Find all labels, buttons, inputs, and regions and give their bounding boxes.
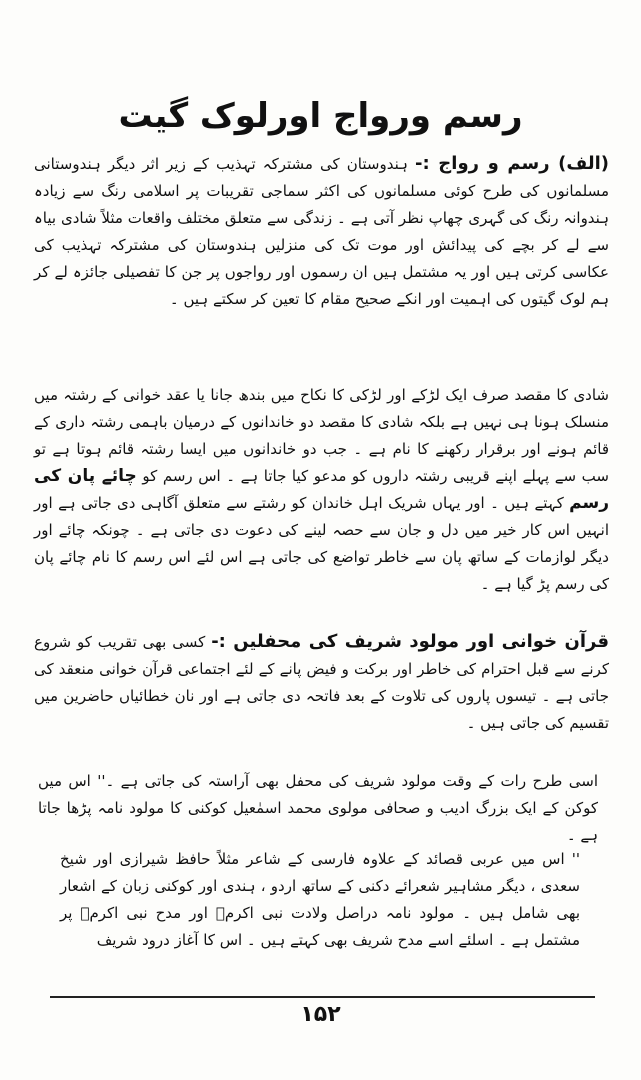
section-heading-rasm-o-rawaj: (الف) رسم و رواج :- <box>415 153 609 174</box>
paragraph-shadi <box>34 382 609 598</box>
section-quran-khwani-text: کسی بھی تقریب کو شروع کرنے سے قبل احترام کی خاطر اور برکت و فیض پانے کے لئے اجتماعی قرآن خوانی منعقد کی جاتی ہے ۔ تیسوں پاروں کی تلاوت کے بعد فاتحہ دی جاتی ہے اور نان خطائیاں حاضرین میں تقسیم کی جاتی ہیں ۔ <box>34 633 609 732</box>
paragraph-maulood-text: اسی طرح رات کے وقت مولود شریف کی محفل بھی آراستہ کی جاتی ہے ۔'' اس میں کوکن کے ایک بزرگ ادیب و صحافی مولوی محمد اسمٰعیل کوکنی کا مولود نامہ پڑھا جاتا ہے ۔ <box>38 772 598 844</box>
section-rasm-o-rawaj <box>34 150 609 313</box>
section-rasm-o-rawaj-text: ہندوستان کی مشترکہ تہذیب کے زیر اثر دیگر ہندوستانی مسلمانوں کی طرح کوئی مسلمانوں کی اکثر سماجی تقریبات پر اسلامی رنگ سے زیادہ ہندوانہ رنگ کی گہری چھاپ نظر آتی ہے ۔ زندگی سے متعلق مختلف واقعات مثلاً شادی بیاہ سے لے کر بچے کی پیدائش اور موت تک کی منزلیں ہندوستان کی مشترکہ تہذیب کی عکاسی کرتی ہیں اور یہ مشتمل ہیں ان رسموں اور رواجوں پر جن کا تفصیلی جائزہ لے کر ہم لوک گیتوں کی اہمیت اور انکے صحیح مقام کا تعین کر سکتے ہیں ۔ <box>34 155 609 308</box>
paragraph-maulood <box>38 768 598 849</box>
block-quote-text: '' اس میں عربی قصائد کے علاوہ فارسی کے شاعر مثلاً حافظ شیرازی اور شیخ سعدی ، دیگر مشاہیر شعرائے دکنی کے ساتھ اردو ، ہندی اور کوکنی زبان کے اشعار بھی شامل ہیں ۔ مولود نامہ دراصل ولادت نبی اکرمؐ اور مدح نبی اکرمؐ پر مشتمل ہے ۔ اسلئے اسے مدح شریف بھی کہتے ہیں ۔ اس کا آغاز درود شریف <box>60 850 580 949</box>
page-number: ۱۵۲ <box>300 1002 341 1027</box>
section-quran-khwani <box>34 628 609 737</box>
footer-divider <box>50 996 595 998</box>
page-title: رسم ورواج اورلوک گیت <box>118 96 523 136</box>
paragraph-shadi-text-before: شادی کا مقصد صرف ایک لڑکے اور لڑکی کا نکاح میں بندھ جانا یا عقد خوانی کے رشتہ میں منسلک ہونا ہی نہیں ہے بلکہ شادی کا مقصد دو خاندانوں کے درمیان باہمی رشتہ داری کے قائم ہونے اور برقرار رکھنے کا نام ہے ۔ جب دو خاندانوں میں ایسا رشتہ قائم ہوتا ہے تو سب سے پہلے اپنے قریبی رشتہ داروں کو مدعو کیا جاتا ہے ۔ اس رسم کو <box>34 386 609 485</box>
section-heading-quran-khwani: قرآن خوانی اور مولود شریف کی محفلیں :- <box>211 631 609 652</box>
block-quote <box>60 846 580 954</box>
chai-paan-emphasis: چائے پان کی رسم <box>34 466 609 513</box>
paragraph-shadi-text-after: کہتے ہیں ۔ اور یہاں شریک اہل خاندان کو رشتے سے متعلق آگاہی دی جاتی ہے اور انہیں اس کار خیر میں دل و جان سے حصہ لینے کی دعوت دی جاتی ہے ۔ چونکہ چائے اور دیگر لوازمات کے ساتھ پان سے خاطر تواضع کی جاتی ہے اس لئے اس رسم کا نام چائے پان کی رسم پڑ گیا ہے ۔ <box>34 494 609 593</box>
